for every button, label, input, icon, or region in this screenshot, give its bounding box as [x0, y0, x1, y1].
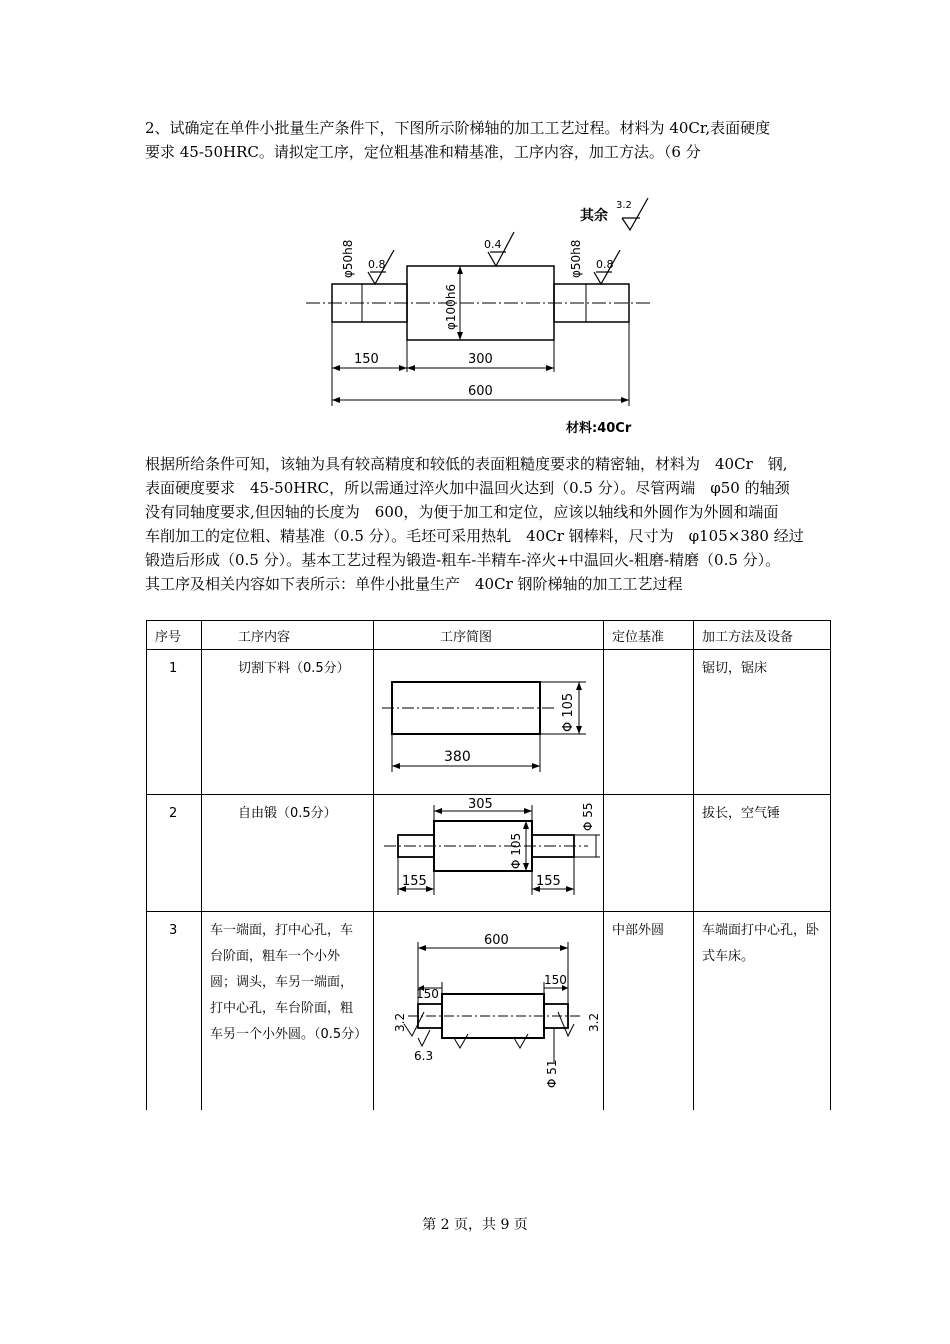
row3-rough-right: 3.2	[587, 1012, 601, 1032]
row2-len-left: 155	[402, 874, 427, 889]
middle-roughness-value: 0.4	[484, 238, 502, 251]
row2-no: 2	[169, 806, 178, 821]
row2-len-right: 155	[536, 874, 561, 889]
rest-label: 其余	[580, 208, 608, 224]
middle-diameter-label: φ100h6	[444, 283, 458, 330]
answer-text	[145, 452, 845, 596]
row3-len-right: 150	[544, 973, 567, 987]
answer-line-2: 表面硬度要求 45-50HRC，所以需通过淬火加中温回火达到（0.5 分）。尽管两端 φ50 的轴颈	[145, 479, 790, 497]
page-footer: 第 2 页，共 9 页	[422, 1217, 528, 1233]
row1-method: 锯切，锯床	[702, 661, 768, 676]
row3-dia: Φ 51	[545, 1059, 559, 1088]
table-row	[147, 912, 831, 1110]
process-table	[146, 620, 831, 1110]
dim-600: 600	[468, 384, 493, 399]
row1-dia: Φ 105	[561, 692, 576, 732]
left-diameter-label: φ50h8	[341, 239, 355, 278]
header-no: 序号	[147, 621, 202, 650]
header-sketch: 工序简图	[374, 621, 604, 650]
row2-sketch	[374, 795, 602, 907]
row1-no: 1	[169, 661, 178, 676]
row1-sketch	[374, 650, 602, 790]
question-line-2: 要求 45-50HRC。请拟定工序，定位粗基准和精基准，工序内容，加工方法。（6 分	[145, 143, 701, 161]
row2-content: 自由锻（0.5分）	[238, 806, 337, 821]
answer-line-1: 根据所给条件可知，该轴为具有较高精度和较低的表面粗糙度要求的精密轴，材料为 40Cr 钢,	[145, 455, 788, 473]
row3-len-left: 150	[416, 987, 439, 1001]
table-row	[147, 795, 831, 912]
row3-rough-left: 3.2	[393, 1012, 407, 1032]
table-row	[147, 650, 831, 795]
stepped-shaft-drawing	[300, 192, 680, 444]
row3-total: 600	[484, 933, 509, 948]
row3-sketch	[374, 912, 602, 1104]
right-diameter-label: φ50h8	[569, 239, 583, 278]
row1-content: 切割下料（0.5分）	[238, 661, 350, 676]
header-method: 加工方法及设备	[694, 621, 831, 650]
row3-rough-bottom: 6.3	[414, 1049, 434, 1063]
row3-no: 3	[169, 923, 178, 938]
table-header-row	[147, 621, 831, 650]
answer-line-6: 其工序及相关内容如下表所示：单件小批量生产 40Cr 钢阶梯轴的加工工艺过程	[145, 575, 683, 593]
row3-content: 车一端面，打中心孔，车台阶面，粗车一个小外圆；调头，车另一端面，打中心孔，车台阶面，粗车另一个小外圆。（0.5分）	[210, 923, 368, 1042]
header-datum: 定位基准	[604, 621, 694, 650]
answer-line-5: 锻造后形成（0.5 分）。基本工艺过程为锻造-粗车-半精车-淬火+中温回火-粗磨-精磨（0.5 分）。	[145, 551, 781, 569]
row2-len-mid: 305	[468, 797, 493, 812]
dim-300: 300	[468, 352, 493, 367]
left-roughness-value: 0.8	[368, 258, 386, 271]
rest-roughness-value: 3.2	[616, 200, 632, 211]
row3-datum: 中部外圆	[612, 923, 665, 938]
right-roughness-value: 0.8	[596, 258, 614, 271]
row2-dia-mid: Φ 105	[509, 832, 523, 869]
row3-method: 车端面打中心孔，卧式车床。	[702, 923, 820, 964]
dim-150: 150	[354, 352, 379, 367]
row1-len: 380	[444, 749, 471, 765]
question-line-1: 2、试确定在单件小批量生产条件下，下图所示阶梯轴的加工工艺过程。材料为 40Cr,表面硬度	[145, 119, 771, 137]
header-content: 工序内容	[202, 621, 374, 650]
row2-method: 拔长，空气锤	[702, 806, 781, 821]
answer-line-4: 车削加工的定位粗、精基准（0.5 分）。毛坯可采用热轧 40Cr 钢棒料，尺寸为 φ105×380 经过	[145, 527, 804, 545]
row2-dia-end: Φ 55	[581, 802, 595, 831]
material-label: 材料:40Cr	[566, 421, 632, 436]
question-text	[145, 116, 845, 164]
answer-line-3: 没有同轴度要求,但因轴的长度为 600，为便于加工和定位，应该以轴线和外圆作为外圆和端面	[145, 503, 779, 521]
